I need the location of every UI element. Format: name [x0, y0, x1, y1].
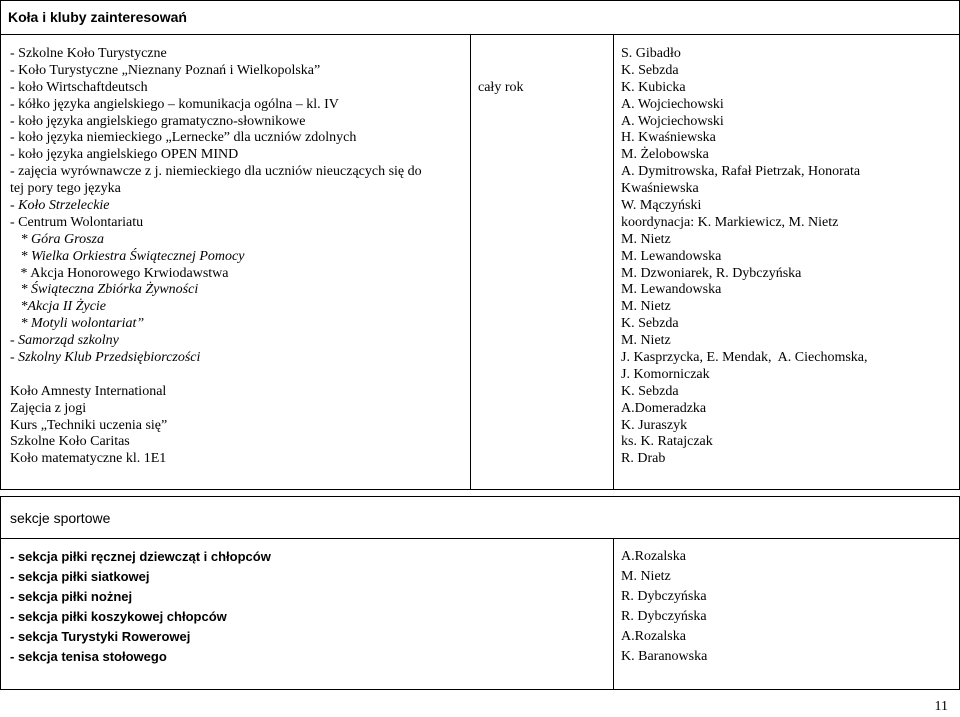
sport-item: - sekcja piłki nożnej — [10, 589, 133, 604]
activity-item: - Centrum Wolontariatu — [10, 214, 144, 230]
sport-person-item: R. Dybczyńska — [621, 609, 707, 624]
activity-item: Koło matematyczne kl. 1E1 — [10, 451, 167, 467]
activity-item: - Samorząd szkolny — [10, 333, 119, 349]
person-item: A.Domeradzka — [621, 400, 707, 416]
sport-item: - sekcja tenisa stołowego — [10, 649, 167, 664]
activities-column — [10, 46, 422, 468]
activity-item: Kurs „Techniki uczenia się” — [10, 417, 168, 433]
sports-table — [0, 496, 960, 690]
sport-item: - sekcja piłki ręcznej dziewcząt i chłopców — [10, 549, 271, 564]
person-item: K. Sebzda — [621, 62, 679, 78]
activity-item: * Świąteczna Zbiórka Żywności — [10, 282, 199, 298]
sport-item: - sekcja piłki koszykowej chłopców — [10, 609, 227, 624]
person-item: ks. K. Ratajczak — [621, 434, 713, 450]
person-item: J. Komorniczak — [621, 366, 710, 382]
sports-header-row — [1, 497, 959, 539]
sport-person-item: K. Baranowska — [621, 649, 708, 664]
person-item: M. Lewandowska — [621, 248, 722, 264]
divider-persons — [613, 35, 614, 489]
activity-item: * Akcja Honorowego Krwiodawstwa — [10, 265, 229, 281]
sport-person-item: A.Rozalska — [621, 549, 686, 564]
activity-item: - Szkolne Koło Turystyczne — [10, 46, 167, 61]
activity-item: * Wielka Orkiestra Świątecznej Pomocy — [10, 248, 245, 264]
sports-persons-column — [621, 547, 707, 667]
person-item: A. Wojciechowski — [621, 113, 724, 129]
person-item: K. Sebzda — [621, 383, 679, 399]
page-number: 11 — [934, 699, 948, 714]
persons-column — [621, 46, 868, 468]
person-item: Kwaśniewska — [621, 181, 699, 197]
term-text: cały rok — [478, 79, 524, 95]
person-item: M. Dzwoniarek, R. Dybczyńska — [621, 265, 802, 281]
sport-item: - sekcja piłki siatkowej — [10, 569, 150, 584]
activity-item: - Szkolny Klub Przedsiębiorczości — [10, 350, 201, 366]
person-item: R. Drab — [621, 451, 666, 467]
activity-item: - Koło Turystyczne „Nieznany Poznań i Wielkopolska” — [10, 62, 321, 78]
person-item: K. Juraszyk — [621, 417, 688, 433]
activity-item: - Koło Strzeleckie — [10, 198, 110, 214]
activity-item: - kółko języka angielskiego – komunikacja ogólna – kl. IV — [10, 96, 339, 112]
clubs-title: Koła i kluby zainteresowań — [8, 9, 187, 25]
activity-item: Koło Amnesty International — [10, 383, 167, 399]
activity-item: tej pory tego języka — [10, 181, 121, 197]
activity-item: - koło Wirtschaftdeutsch — [10, 79, 148, 95]
activity-item: Zajęcia z jogi — [10, 400, 87, 416]
person-item: H. Kwaśniewska — [621, 130, 716, 146]
person-item: koordynacja: K. Markiewicz, M. Nietz — [621, 214, 839, 230]
activity-item: *Akcja II Życie — [10, 299, 107, 315]
divider-term — [470, 35, 471, 489]
sports-column — [10, 547, 271, 667]
sport-person-item: M. Nietz — [621, 569, 671, 584]
divider-sports-persons — [613, 539, 614, 689]
person-item: K. Kubicka — [621, 79, 686, 95]
sports-title: sekcje sportowe — [10, 510, 111, 526]
sport-person-item: R. Dybczyńska — [621, 589, 707, 604]
activity-item: - zajęcia wyrównawcze z j. niemieckiego dla uczniów nieuczących się do — [10, 164, 422, 180]
person-item: A. Dymitrowska, Rafał Pietrzak, Honorata — [621, 164, 861, 180]
activity-item: Szkolne Koło Caritas — [10, 434, 130, 450]
activity-item: * Motyli wolontariat” — [10, 316, 145, 332]
activity-item: - koło języka angielskiego gramatyczno-słownikowe — [10, 113, 306, 129]
person-item: M. Nietz — [621, 299, 671, 315]
person-item: M. Żelobowska — [621, 147, 709, 163]
person-item: W. Mączyński — [621, 198, 702, 214]
person-item: S. Gibadło — [621, 46, 681, 61]
activity-item — [10, 367, 422, 384]
activity-item: - koło języka angielskiego OPEN MIND — [10, 147, 239, 163]
person-item: M. Nietz — [621, 231, 671, 247]
person-item: J. Kasprzycka, E. Mendak, A. Ciechomska, — [621, 350, 868, 366]
person-item: M. Lewandowska — [621, 282, 722, 298]
sport-item: - sekcja Turystyki Rowerowej — [10, 629, 191, 644]
activity-item: * Góra Grosza — [10, 231, 104, 247]
person-item: A. Wojciechowski — [621, 96, 724, 112]
clubs-header-row — [1, 1, 959, 35]
sport-person-item: A.Rozalska — [621, 629, 686, 644]
term-column — [478, 46, 523, 131]
person-item: K. Sebzda — [621, 316, 679, 332]
activity-item: - koło języka niemieckiego „Lernecke” dla uczniów zdolnych — [10, 130, 357, 146]
person-item: M. Nietz — [621, 333, 671, 349]
